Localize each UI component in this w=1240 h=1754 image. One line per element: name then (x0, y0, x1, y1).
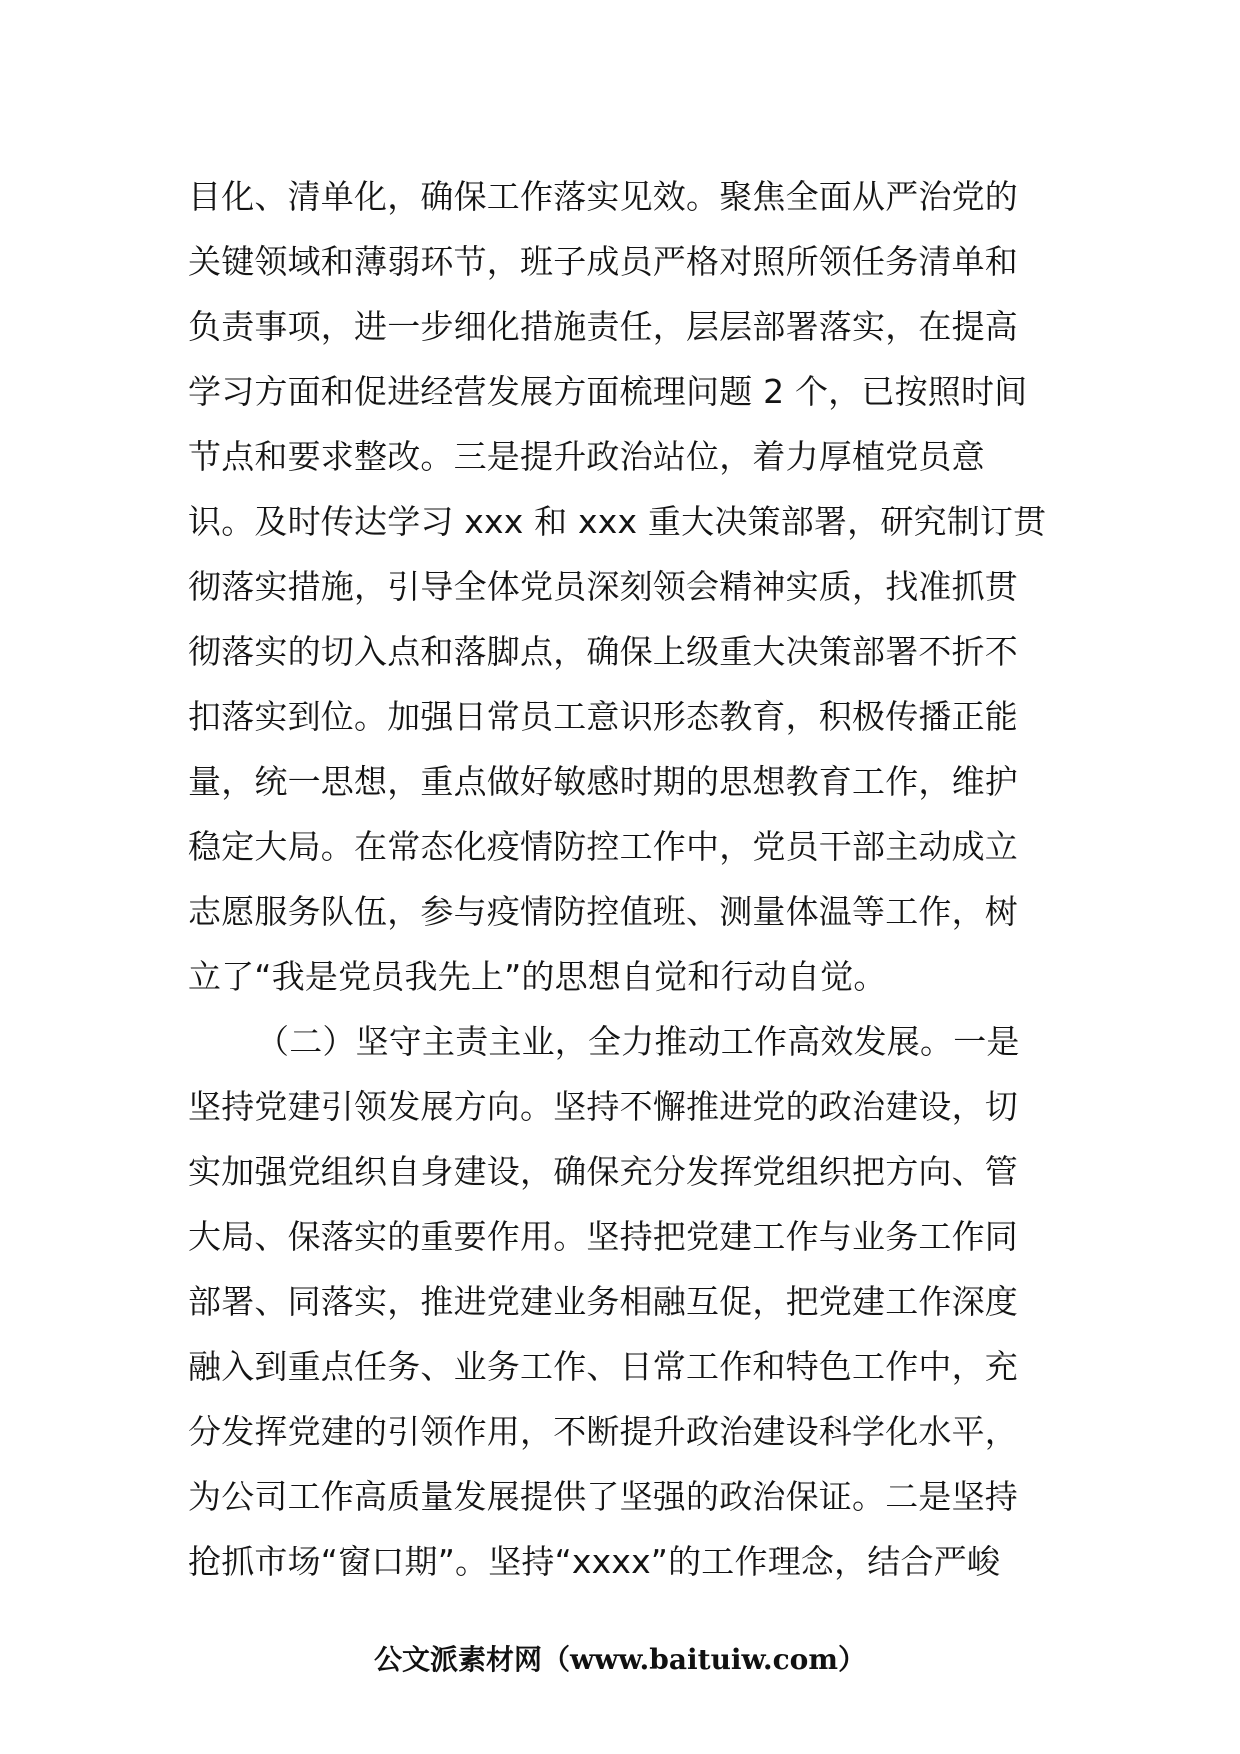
text-line: 融入到重点任务、业务工作、日常工作和特色工作中，充 (188, 1347, 1018, 1386)
text-line: 识。及时传达学习 xxx 和 xxx 重大决策部署，研究制订贯 (188, 502, 1047, 541)
text-line: 坚持党建引领发展方向。坚持不懈推进党的政治建设，切 (188, 1087, 1018, 1126)
text-line: 分发挥党建的引领作用，不断提升政治建设科学化水平， (188, 1412, 1018, 1451)
text-line: 目化、清单化，确保工作落实见效。聚焦全面从严治党的 (188, 177, 1018, 216)
text-line: 节点和要求整改。三是提升政治站位，着力厚植党员意 (188, 437, 985, 476)
text-line: 彻落实的切入点和落脚点，确保上级重大决策部署不折不 (188, 632, 1018, 671)
footer-watermark: 公文派素材网（www.baituiw.com） (374, 1643, 866, 1676)
text-line: 稳定大局。在常态化疫情防控工作中，党员干部主动成立 (188, 827, 1018, 866)
text-line: 负责事项，进一步细化措施责任，层层部署落实，在提高 (188, 307, 1018, 346)
body-text (188, 164, 1058, 1594)
text-line: 为公司工作高质量发展提供了坚强的政治保证。二是坚持 (188, 1477, 1018, 1516)
text-line: 实加强党组织自身建设，确保充分发挥党组织把方向、管 (188, 1152, 1018, 1191)
text-line: 抢抓市场“窗口期”。坚持“xxxx”的工作理念，结合严峻 (188, 1542, 1001, 1581)
text-line: 立了“我是党员我先上”的思想自觉和行动自觉。 (188, 957, 887, 996)
text-line: 大局、保落实的重要作用。坚持把党建工作与业务工作同 (188, 1217, 1018, 1256)
text-line: 学习方面和促进经营发展方面梳理问题 2 个，已按照时间 (188, 372, 1028, 411)
text-line: 关键领域和薄弱环节，班子成员严格对照所领任务清单和 (188, 242, 1018, 281)
text-line: 量，统一思想，重点做好敏感时期的思想教育工作，维护 (188, 762, 1018, 801)
text-line: 扣落实到位。加强日常员工意识形态教育，积极传播正能 (188, 697, 1018, 736)
section-heading-line: （二）坚守主责主业，全力推动工作高效发展。一是 (256, 1022, 1020, 1061)
text-line: 志愿服务队伍，参与疫情防控值班、测量体温等工作，树 (188, 892, 1018, 931)
text-line: 部署、同落实，推进党建业务相融互促，把党建工作深度 (188, 1282, 1018, 1321)
text-line: 彻落实措施，引导全体党员深刻领会精神实质，找准抓贯 (188, 567, 1018, 606)
